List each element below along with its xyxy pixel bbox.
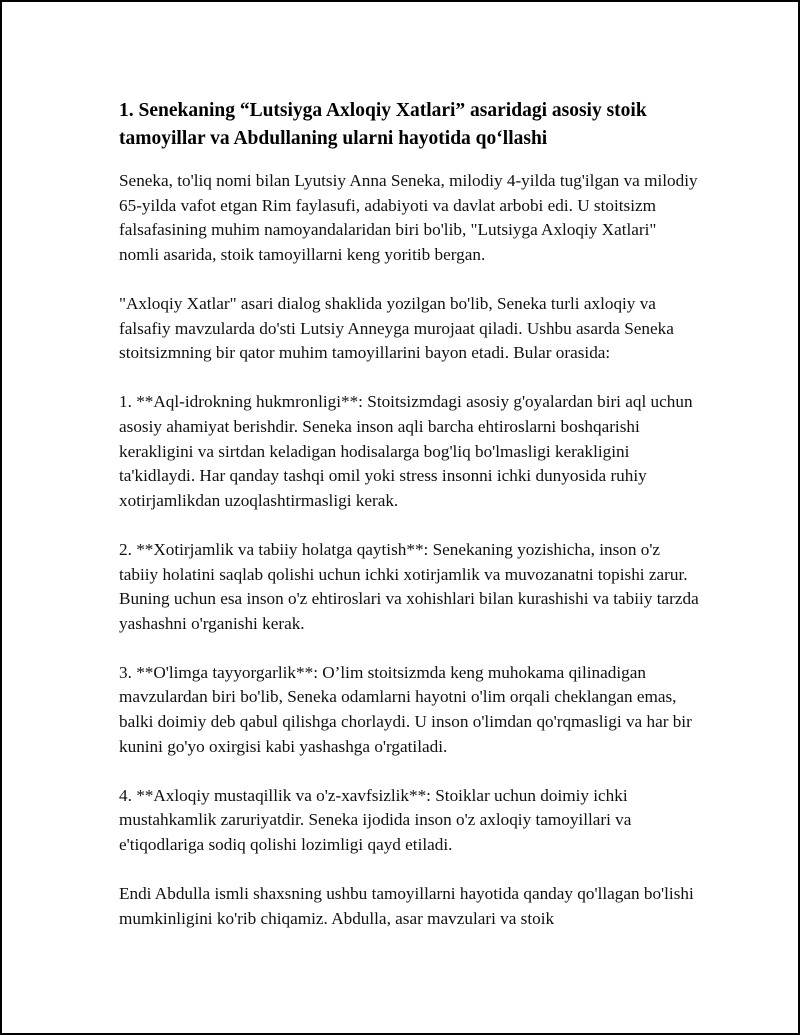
document-title: 1. Senekaning “Lutsiyga Axloqiy Xatlari” asaridagi asosiy stoik tamoyillar va Abdullaning ularni hayotida qo‘llashi (119, 100, 647, 149)
principle-death-paragraph: 3. **O'limga tayyorgarlik**: O’lim stoitsizmda keng muhokama qilinadigan mavzulardan biri bo'lib, Seneka odamlarni hayotni o'lim orqali cheklangan emas, balki doimiy deb qabul qilishga chorlaydi. U inson o'limdan qo'rqmasligi va har bir kunini go'yo oxirgisi kabi yashashga o'rgatiladi. (119, 662, 692, 756)
principle-independence-paragraph: 4. **Axloqiy mustaqillik va o'z-xavfsizlik**: Stoiklar uchun doimiy ichki mustahkamlik zaruriyatdir. Seneka ijodida inson o'z axloqiy tamoyillari va e'tiqodlariga sodiq qolishi lozimligi qayd etiladi. (119, 785, 632, 855)
abdulla-paragraph: Endi Abdulla ismli shaxsning ushbu tamoyillarni hayotida qanday qo'llagan bo'lishi mumkinligini ko'rib chiqamiz. Abdulla, asar mavzulari va stoik (119, 884, 694, 928)
principle-reason-paragraph: 1. **Aql-idrokning hukmronligi**: Stoitsizmdagi asosiy g'oyalardan biri aql uchun asosiy ahamiyat berishdir. Seneka inson aqli barcha ehtiroslarni boshqarishi kerakligini va sirtdan keladigan hodisalarga bog'liq bo'lmasligi kerakligini ta'kidlaydi. Har qanday tashqi omil yoki stress insonni ichki dunyosida ruhiy xotirjamlikdan uzoqlashtirmasligi kerak. (119, 392, 693, 510)
document-body (119, 97, 699, 956)
moral-letters-paragraph: "Axloqiy Xatlar" asari dialog shaklida yozilgan bo'lib, Seneka turli axloqiy va falsafiy mavzularda do'sti Lutsiy Anneyga murojaat qiladi. Ushbu asarda Seneka stoitsizmning bir qator muhim tamoyillarini bayon etadi. Bular orasida: (119, 293, 674, 363)
intro-paragraph: Seneka, to'liq nomi bilan Lyutsiy Anna Seneka, milodiy 4-yilda tug'ilgan va milodiy 65-yilda vafot etgan Rim faylasufi, adabiyoti va davlat arbobi edi. U stoitsizm falsafasining muhim namoyandalaridan biri bo'lib, "Lutsiyga Axloqiy Xatlari" nomli asarida, stoik tamoyillarni keng yoritib bergan. (119, 171, 698, 264)
principle-calm-paragraph: 2. **Xotirjamlik va tabiiy holatga qaytish**: Senekaning yozishicha, inson o'z tabiiy holatini saqlab qolishi uchun ichki xotirjamlik va muvozanatni topishi zarur. Buning uchun esa inson o'z ehtiroslari va xohishlari bilan kurashishi va tabiiy tarzda yashashni o'rganishi kerak. (119, 539, 699, 633)
